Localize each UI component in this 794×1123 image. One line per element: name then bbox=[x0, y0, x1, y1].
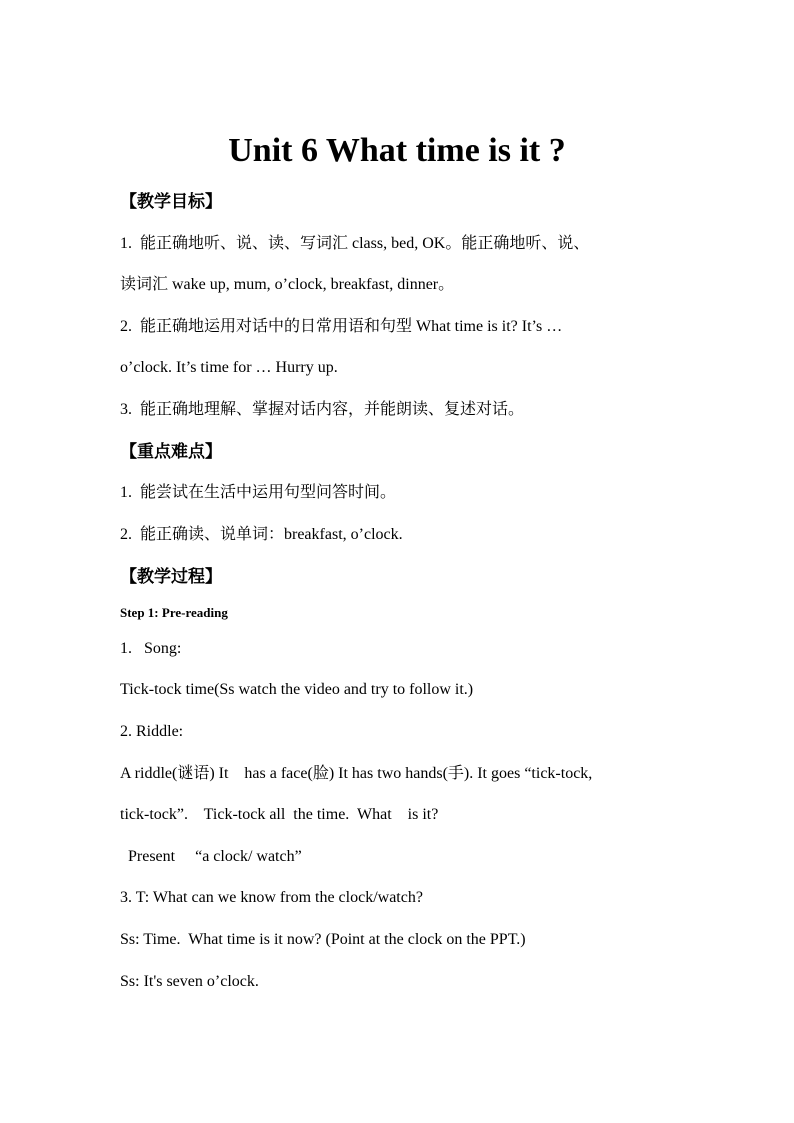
objectives-heading: 【教学目标】 bbox=[120, 192, 222, 212]
keypoints-heading: 【重点难点】 bbox=[120, 442, 222, 462]
keypoint-line-2: 2. 能正确读、说单词：breakfast, o’clock. bbox=[120, 526, 403, 543]
process-line-6: Present “a clock/ watch” bbox=[120, 848, 302, 865]
process-line-2: Tick-tock time(Ss watch the video and try to follow it.) bbox=[120, 681, 474, 698]
step-heading: Step 1: Pre-reading bbox=[120, 605, 228, 620]
process-line-3: 2. Riddle: bbox=[120, 723, 184, 740]
objective-line-4: o’clock. It’s time for … Hurry up. bbox=[120, 359, 338, 376]
objective-line-1: 1. 能正确地听、说、读、写词汇 class, bed, OK。能正确地听、说、 bbox=[120, 235, 590, 252]
objective-line-5: 3. 能正确地理解、掌握对话内容，并能朗读、复述对话。 bbox=[120, 401, 525, 418]
objective-line-3: 2. 能正确地运用对话中的日常用语和句型 What time is it? It’s … bbox=[120, 318, 563, 335]
process-heading: 【教学过程】 bbox=[120, 567, 222, 587]
process-line-5: tick-tock”. Tick-tock all the time. What is it? bbox=[120, 806, 439, 823]
process-line-4: A riddle(谜语) It has a face(脸) It has two hands(手). It goes “tick-tock, bbox=[120, 765, 593, 782]
process-line-8: Ss: Time. What time is it now? (Point at the clock on the PPT.) bbox=[120, 931, 526, 948]
keypoint-line-1: 1. 能尝试在生活中运用句型问答时间。 bbox=[120, 484, 397, 501]
process-line-9: Ss: It's seven o’clock. bbox=[120, 973, 259, 990]
process-line-7: 3. T: What can we know from the clock/watch? bbox=[120, 889, 423, 906]
page-title: Unit 6 What time is it ? bbox=[228, 132, 566, 169]
objective-line-2: 读词汇 wake up, mum, o’clock, breakfast, dinner。 bbox=[120, 276, 455, 293]
process-line-1: 1. Song: bbox=[120, 640, 182, 657]
